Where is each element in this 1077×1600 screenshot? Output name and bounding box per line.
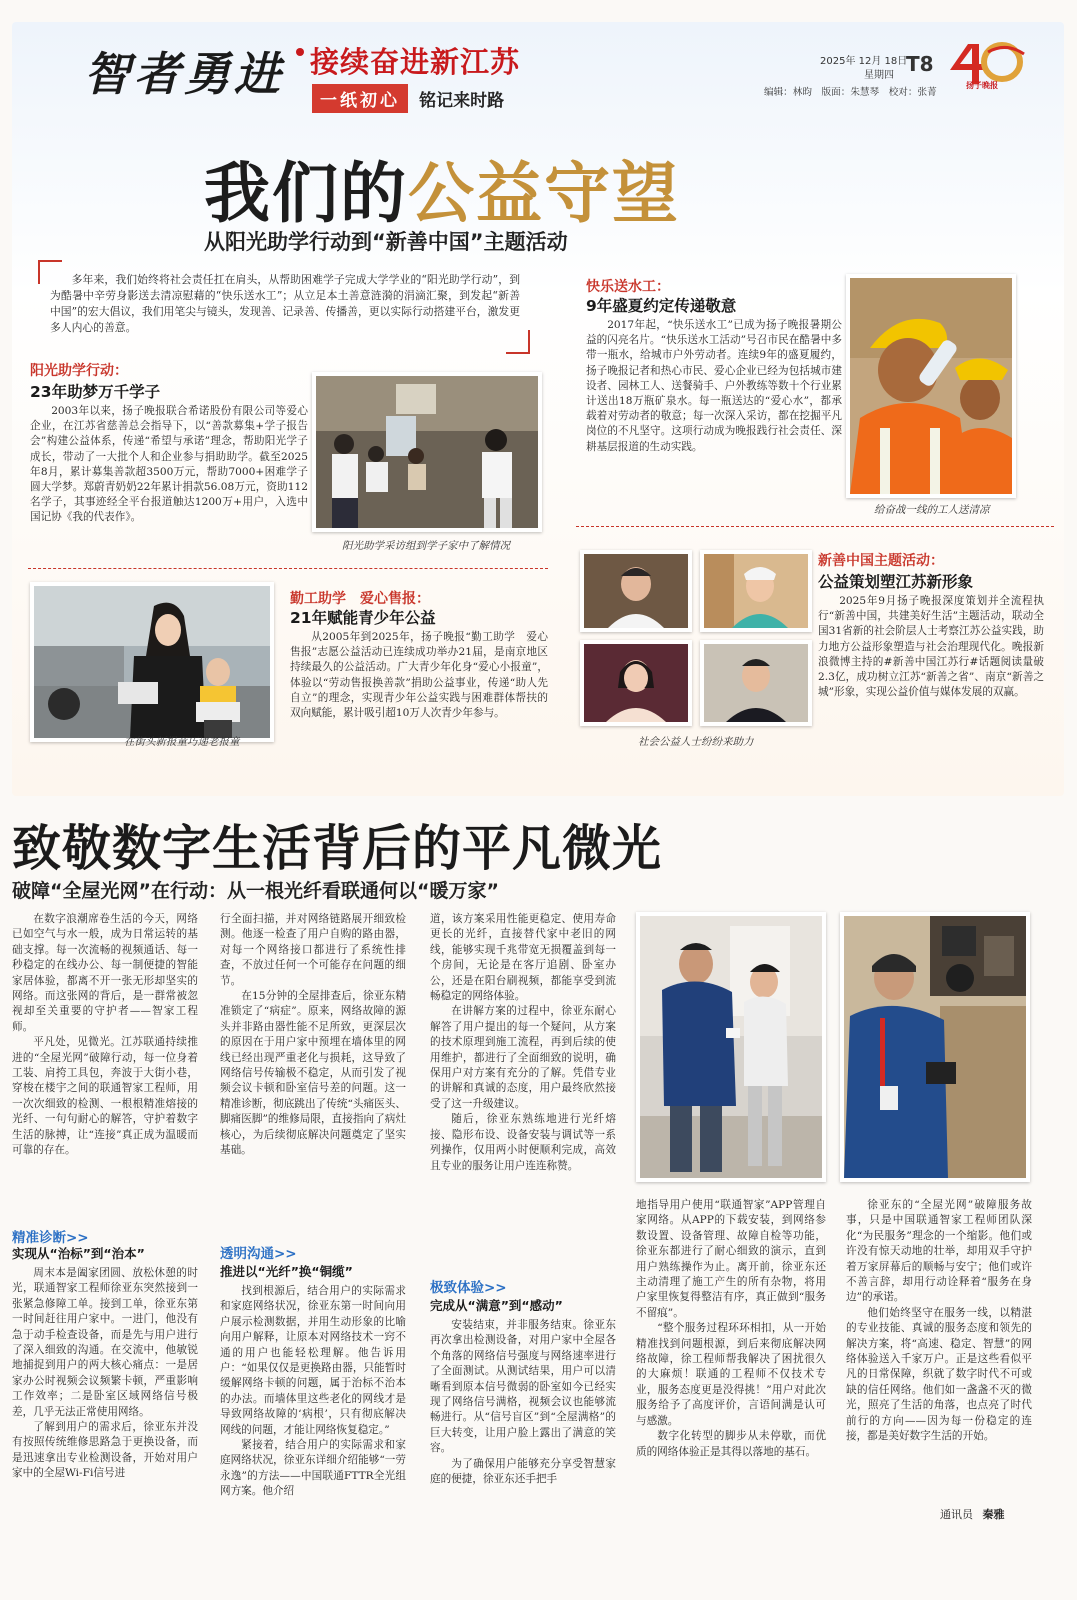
- s4-headline: 公益策划塑江苏新形象: [818, 573, 974, 591]
- byline-prefix: 通讯员: [940, 1508, 973, 1521]
- section-head-2: 透明沟通>>: [220, 1246, 297, 1262]
- newsboy-photo: [34, 586, 270, 738]
- s1-caption: 阳光助学采访组到学子家中了解情况: [342, 540, 510, 552]
- feature-subtitle: 从阳光助学行动到“新善中国”主题活动: [204, 230, 568, 254]
- s4-kicker: 新善中国主题活动：: [818, 553, 944, 569]
- s2-photo: [846, 274, 1016, 498]
- guest-photo-2: [704, 554, 808, 628]
- tag-box: 一纸初心: [312, 84, 408, 113]
- col1-bottom: 周末本是阖家团圆、放松休憩的时光，联通智家工程师徐亚东突然接到一张紧急修障工单。接到工单，徐亚东第一时间赶往用户家中。一进门，他没有急于动手检查设备，而是先与用户进行了深入细致的沟通。在交流中，他敏锐地捕捉到用户的两大核心痛点：一是居家办公时视频会议频繁卡顿，严重影响工作效率；二是卧室区域网络信号极差，几乎无法正常使用网络。 了解到用户的需求后，徐亚东并没有按照传统维修思路急于更换设备，而是迅速拿出专业检测设备，开始对用户家中的全屋Wi-Fi信号进: [12, 1267, 198, 1480]
- s4-photo-4: [700, 640, 812, 726]
- s3-caption: 在街头新报童巧递老报童: [124, 736, 240, 748]
- s3-headline: 21年赋能青少年公益: [290, 609, 436, 627]
- s4-body: 2025年9月扬子晚报深度策划并全流程执行“新善中国，共建美好生活”主题活动，联动全国31省新的社会阶层人士考察江苏公益实践，助力地方公益形象塑造与社会治理现代化。晚报新浪微博主持的#新善中国江苏行#话题阅读量破2.3亿，成功树立江苏“新善之省”、南京“新善之城”形象，实现公益价值与媒体发展的双赢。: [818, 595, 1044, 699]
- s3-body: 从2005年到2025年，扬子晚报“勤工助学 爱心售报”志愿公益活动已连续成功举办21届，是南京地区持续最久的公益活动。广大青少年化身“爱心小报童”，体验以“劳动售报换善款”捐助公益事业，传递“助人先自立”的理念，实现青少年公益实践与困难群体帮扶的双向赋能，累计吸引超10万人次青少年参与。: [290, 631, 548, 720]
- logo-text: 扬子晚报: [966, 81, 998, 90]
- anniversary-logo: [946, 40, 1032, 92]
- engineer-photo-1: [636, 912, 826, 1182]
- section-head-1: 精准诊断>>: [12, 1230, 89, 1246]
- feature-panel: [12, 22, 1064, 796]
- article-title: 致敬数字生活背后的平凡微光: [12, 820, 663, 877]
- col2-top: 行全面扫描，并对网络链路展开细致检测。他逐一检查了用户自购的路由器，对每一个网络接口都进行了系统性排查，不放过任何一个可能存在问题的细节。 在15分钟的全屋排查后，徐亚东精准锁定了“病症”。原来，网络故障的源头并非路由器性能不足所致，更深层次的原因在于用户家中预埋在墙体里的网线已经出现严重老化与损耗，这导致了网络信号传输极不稳定，从而引发了视频会议卡顿和卧室信号差的问题。这一精准诊断，彻底跳出了传统“头痛医头、脚痛医脚”的维修局限，直接指向了病灶核心，为后续彻底解决问题奠定了坚实基础。: [220, 913, 406, 1157]
- article-subtitle: 破障“全屋光网”在行动：从一根光纤看联通何以“暖万家”: [12, 880, 499, 902]
- s1-headline: 23年助梦万千学子: [30, 383, 161, 401]
- col4: 地指导用户使用“联通智家”APP管理自家网络。从APP的下载安装，到网络参数设置、设备管理、故障自检等功能，徐亚东都进行了耐心细致的演示，直到用户熟练操作为止。离开前，徐亚东还主动清理了施工产生的所有杂物，将用户家里恢复得整洁有序，真正做到“服务不留痕”。 “整个服务过程环环相扣，从一开始精准找到问题根源，到后来彻底解决网络故障，徐工程师帮我解决了困扰很久的大麻烦！联通的工程师不仅技术专业，服务态度更是没得挑！”用户对此次服务给予了高度评价，言语间满是认可与感激。 数字化转型的脚步从未停歇，而优质的网络体验正是其得以落地的基石。: [636, 1199, 826, 1458]
- col3-top: 道，该方案采用性能更稳定、使用寿命更长的光纤，直接替代家中老旧的网线，能够实现千兆带宽无损覆盖到每一个房间，无论是在客厅追剧、卧室办公，还是在阳台刷视频，都能享受到流畅稳定的网络体验。 在讲解方案的过程中，徐亚东耐心解答了用户提出的每一个疑问，从方案的技术原理到施工流程，再到后续的使用维护，都进行了全面细致的说明，确保用户对方案有充分的了解。凭借专业的讲解和真诚的态度，用户最终欣然接受了这一升级建议。 随后，徐亚东熟练地进行光纤熔接、隐形布设、设备安装与调试等一系列操作，仅用两小时便顺利完成，高效且专业的服务让用户连连称赞。: [430, 913, 616, 1172]
- headline-part-a: 我们的: [204, 155, 408, 232]
- page-number: T8: [906, 52, 934, 76]
- brand-calligraphy: 智者勇进: [84, 47, 284, 101]
- worker-drinking-photo: [850, 278, 1012, 494]
- engineer-photo-2: [840, 912, 1030, 1182]
- col2-bottom: 找到根源后，结合用户的实际需求和家庭网络状况，徐亚东第一时间向用户展示检测数据，并用生动形象的比喻向用户解释，让原本对网络技术一窍不通的用户也能轻松理解。他告诉用户：“如果仅仅是更换路由器，只能暂时缓解网络卡顿的问题，属于治标不治本的办法。而墙体里这些老化的网线才是导致网络故障的‘病根’，只有彻底解决网线的问题，才能让网络恢复稳定。” 紧接着，结合用户的实际需求和家庭网络状况，徐亚东详细介绍能够“一劳永逸”的方法——中国联通FTTR全光组网方案。他介绍: [220, 1285, 406, 1498]
- divider-left: [28, 568, 548, 569]
- tag-suffix: 铭记来时路: [419, 91, 505, 111]
- s1-kicker: 阳光助学行动：: [30, 363, 128, 379]
- feature-headline: [204, 140, 680, 235]
- section-sub-3: 完成从“满意”到“感动”: [430, 1298, 563, 1313]
- s2-caption: 给奋战一线的工人送清凉: [874, 504, 990, 516]
- engineer-demonstrating-photo: [844, 916, 1026, 1178]
- byline: [940, 1506, 1005, 1522]
- s4-photo-1: [580, 550, 692, 632]
- section-head-3: 极致体验>>: [430, 1280, 507, 1296]
- brand-dot: [296, 48, 304, 56]
- issue-date: 2025年 12月 18日: [820, 56, 908, 67]
- s1-photo: [312, 372, 542, 532]
- byline-name: 秦雅: [982, 1508, 1005, 1521]
- tagline: [312, 84, 504, 113]
- s1-body: 2003年以来，扬子晚报联合希诺股份有限公司等爱心企业，在江苏省慈善总会指导下，以“善款募集+学子报告会”构建公益体系，传递“希望与承诺”理念，帮助阳光学子成长，带动了一大批个人和企业参与捐助助学。截至2025年8月，累计募集善款超3500万元，帮助7000+困难学子圆大学梦。郑蔚青奶奶22年累计捐款56.08万元，资助112名学子，其事迹经全平台报道触达1200万+用户，入选中国记协《我的代表作》。: [30, 405, 308, 524]
- s3-photo: [30, 582, 274, 742]
- col3-bottom: 安装结束，并非服务结束。徐亚东再次拿出检测设备，对用户家中全屋各个角落的网络信号强度与网络速率进行了全面测试。从测试结果，用户可以清晰看到原本信号微弱的卧室如今已经实现了网络信号满格，视频会议也能够流畅进行。从“信号盲区”到“全屋满格”的巨大转变，让用户脸上露出了满意的笑容。 为了确保用户能够充分享受智慧家庭的便捷，徐亚东还手把手: [430, 1319, 616, 1486]
- headline-part-b: 公益守望: [408, 155, 680, 232]
- section-sub-2: 推进以“光纤”换“铜缆”: [220, 1264, 353, 1279]
- students-visit-photo: [316, 376, 538, 528]
- s2-body: 2017年起，“快乐送水工”已成为扬子晚报暑期公益的闪亮名片。“快乐送水工活动”号召市民在酷暑中多带一瓶水，给城市户外劳动者。连续9年的盛夏履约，扬子晚报记者和热心市民、爱心企业已经为包括城市建设者、园林工人、送餐骑手、户外教练等数十个行业累计送出18万瓶矿泉水。每一瓶送达的“爱心水”，都承载着对劳动者的敬意；每一次深入采访，都在挖掘平凡岗位的不凡坚守。这项行动成为晚报践行社会责任、深耕基层报道的生动实践。: [586, 319, 842, 453]
- s2-kicker: 快乐送水工：: [586, 279, 670, 295]
- guest-photo-3: [584, 644, 688, 722]
- divider-right: [576, 526, 1054, 527]
- section-sub-1: 实现从“治标”到“治本”: [12, 1246, 145, 1261]
- col1-top: 在数字浪潮席卷生活的今天，网络已如空气与水一般，成为日常运转的基础支撑。每一次流畅的视频通话、每一秒稳定的在线办公、每一制便捷的智能家居体验，都离不开一张无形却坚实的网络。而这张网的背后，是一群常被忽视却至关重要的守护者——智家工程师。 平凡处，见微光。江苏联通持续推进的“全屋光网”破障行动，每一位身着工装、肩挎工具包，奔波于大街小巷，穿梭在楼宇之间的联通智家工程师，用一次次细致的检测、一根根精准熔接的光纤、一句句耐心的解答，守护着数字生活的脉搏，让“连接”真正成为温暖而可靠的存在。: [12, 913, 198, 1157]
- engineer-with-user-photo: [640, 916, 822, 1178]
- issue-weekday: 星期四: [864, 70, 894, 81]
- s2-headline: 9年盛夏约定传递敬意: [586, 297, 737, 315]
- s4-photo-3: [580, 640, 692, 726]
- staff-credits: 编辑：林昀 版面：朱慧琴 校对：张菁: [764, 87, 937, 98]
- guest-photo-4: [704, 644, 808, 722]
- guest-photo-1: [584, 554, 688, 628]
- series-title: 接续奋进新江苏: [310, 45, 521, 79]
- col5: 徐亚东的“全屋光网”破障服务故事，只是中国联通智家工程师团队深化“为民服务”理念的一个缩影。他们或许没有惊天动地的壮举，却用双手守护着万家屏幕后的顺畅与安宁；他们或许不善言辞，却用行动诠释着“服务在身边”的承诺。 他们始终坚守在服务一线，以精湛的专业技能、真诚的服务态度和领先的解决方案，将“高速、稳定、智慧”的网络体验送入千家万户。正是这些看似平凡的日常保障，织就了数字时代不可或缺的信任网络。他们如一盏盏不灭的微光，照亮了生活的角落，也点亮了时代前行的方向——因为每一份稳定的连接，都是美好数字生活的开始。: [846, 1199, 1032, 1443]
- feature-intro: 多年来，我们始终将社会责任扛在肩头，从帮助困难学子完成大学学业的“阳光助学行动”，到为酷暑中辛劳身影送去清凉慰藉的“快乐送水工”；从立足本土善意涟漪的涓滴汇聚，到发起“新善中国”的宏大倡议，我们用笔尖与镜头，发现善、记录善、传播善，更以实际行动搭建平台，激发更多人内心的善意。: [50, 273, 520, 334]
- s4-caption: 社会公益人士纷纷来助力: [638, 736, 754, 748]
- s4-photo-2: [700, 550, 812, 632]
- s3-kicker: 勤工助学 爱心售报：: [290, 591, 430, 607]
